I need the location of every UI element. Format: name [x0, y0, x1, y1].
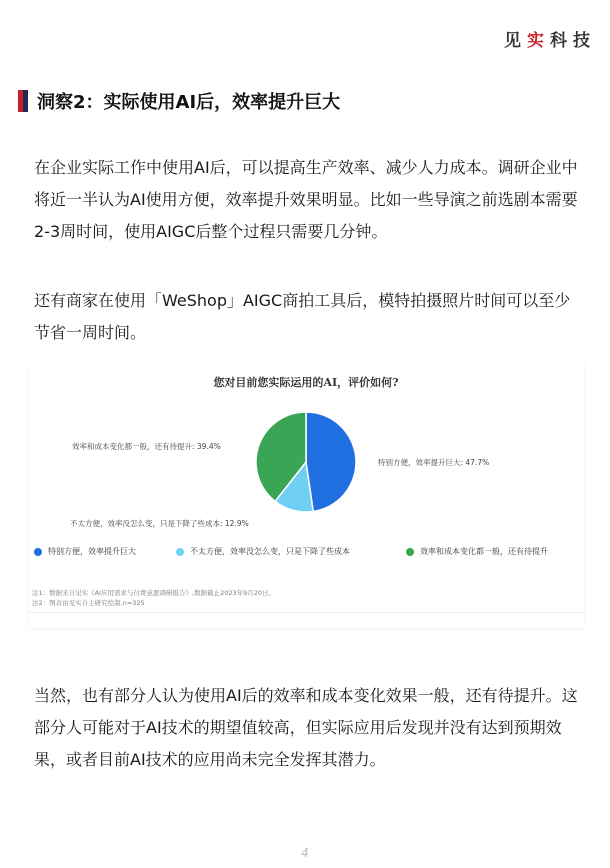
- section-heading: [18, 88, 340, 114]
- source-note-1: 注1：数据来自见实《AI应用需求与付费意愿调研报告》,数据截止2023年9月20日。: [32, 589, 276, 597]
- paragraph-2: 还有商家在使用「WeShop」AIGC商拍工具后，模特拍摄照片时间可以至少节省一周时间。: [34, 291, 571, 342]
- legend-label: 特别方便，效率提升巨大: [48, 547, 136, 556]
- legend-item-not-convenient: [176, 546, 350, 557]
- legend-dot: [176, 548, 184, 556]
- chart-source-notes: [32, 588, 275, 608]
- pie-chart-card: [28, 360, 584, 628]
- legend-item-very-convenient: [34, 546, 136, 557]
- legend-dot: [34, 548, 42, 556]
- brand-logo: 见实科技: [504, 31, 596, 51]
- pie-slice-very-convenient: [306, 412, 356, 511]
- slice-label-not-convenient: 不太方便，效率没怎么变，只是下降了些成本: 12.9%: [70, 519, 249, 528]
- legend-dot: [406, 548, 414, 556]
- slice-label-average: 效率和成本变化都一般，还有待提升: 39.4%: [72, 442, 221, 451]
- slice-label-very-convenient: 特别方便，效率提升巨大: 47.7%: [378, 458, 490, 467]
- page-number: 4: [301, 846, 309, 860]
- divider: [28, 612, 584, 613]
- legend-item-average: [406, 546, 548, 557]
- title-accent-bar: [18, 90, 28, 112]
- paragraph-1: 在企业实际工作中使用AI后，可以提高生产效率、减少人力成本。调研企业中将近一半认为AI使用方便，效率提升效果明显。比如一些导演之前选剧本需要2-3周时间，使用AIGC后整个过程只需要几分钟。: [34, 158, 578, 241]
- source-note-2: 注2：图表由见实自主研究绘制,n=325: [32, 599, 145, 607]
- chart-title: 您对目前您实际运用的AI，评价如何?: [213, 376, 399, 389]
- paragraph-3: 当然，也有部分人认为使用AI后的效率和成本变化效果一般，还有待提升。这部分人可能对于AI技术的期望值较高，但实际应用后发现并没有达到预期效果，或者目前AI技术的应用尚未完全发挥其潜力。: [34, 686, 578, 769]
- pie-chart: [28, 360, 584, 560]
- legend-label: 效率和成本变化都一般，还有待提升: [420, 547, 548, 556]
- section-title: 洞察2：实际使用AI后，效率提升巨大: [37, 92, 341, 113]
- legend-label: 不太方便，效率没怎么变，只是下降了些成本: [190, 547, 350, 556]
